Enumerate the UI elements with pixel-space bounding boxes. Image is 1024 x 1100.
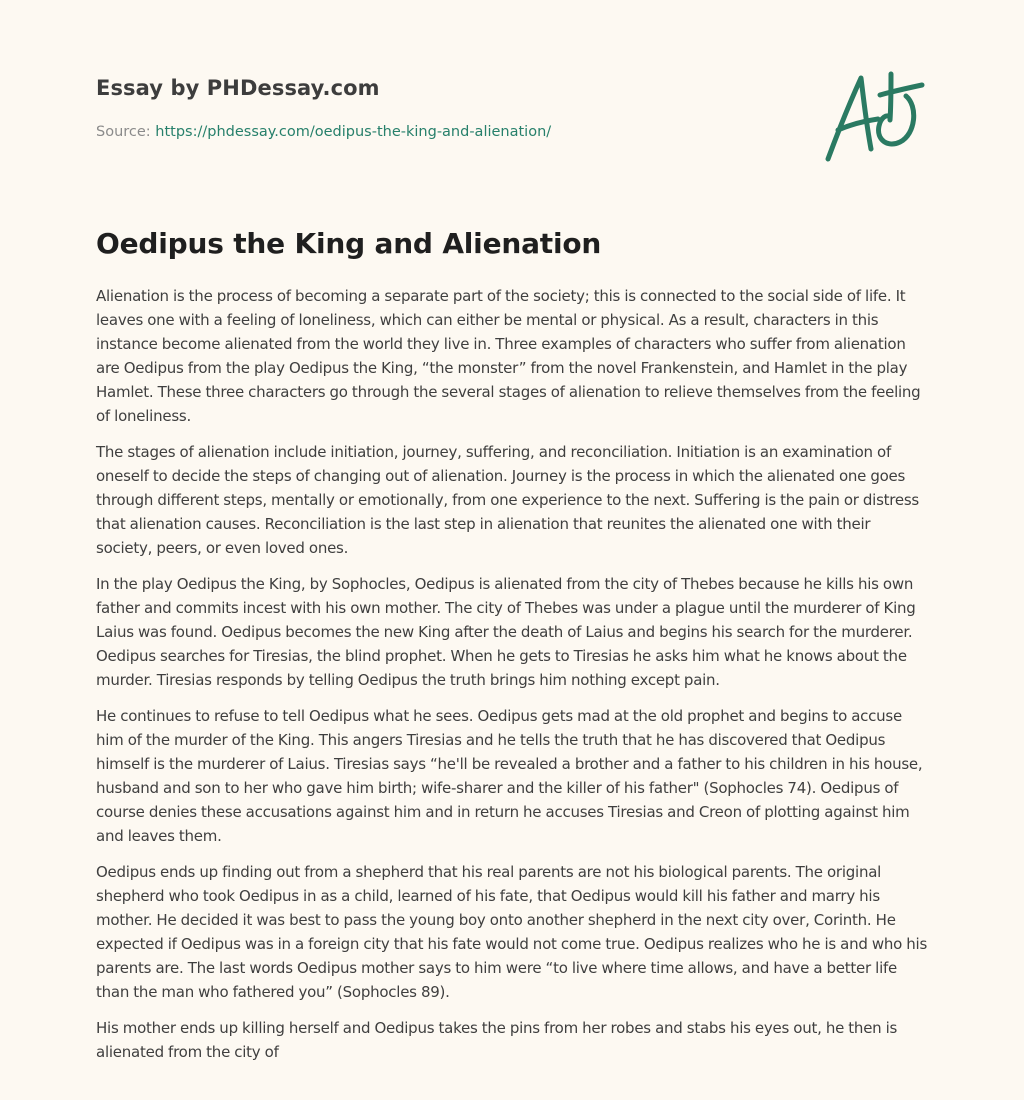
- site-title: Essay by PHDessay.com: [96, 76, 380, 100]
- source-line: [96, 124, 551, 140]
- essay-paragraph: He continues to refuse to tell Oedipus what he sees. Oedipus gets mad at the old prophet and begins to accuse him of the murder of the King. This angers Tiresias and he tells the truth that he has discovered that Oedipus himself is the murderer of Laius. Tiresias says “he'll be revealed a brother and a father to his children in his house, husband and son to her who gave him birth; wife-sharer and the killer of his father" (Sophocles 74). Oedipus of course denies these accusations against him and in return he accuses Tiresias and Creon of plotting against him and leaves them.: [96, 707, 923, 845]
- essay-title: Oedipus the King and Alienation: [96, 227, 602, 260]
- a-plus-logo-icon: [820, 62, 932, 172]
- essay-paragraph: In the play Oedipus the King, by Sophocles, Oedipus is alienated from the city of Thebes because he kills his own father and commits incest with his own mother. The city of Thebes was under a plague until the murderer of King Laius was found. Oedipus becomes the new King after the death of Laius and begins his search for the murderer. Oedipus searches for Tiresias, the blind prophet. When he gets to Tiresias he asks him what he knows about the murder. Tiresias responds by telling Oedipus the truth brings him nothing except pain.: [96, 575, 916, 689]
- essay-paragraph: His mother ends up killing herself and Oedipus takes the pins from her robes and stabs his eyes out, he then is alienated from the city of: [96, 1019, 898, 1061]
- essay-paragraph: Oedipus ends up finding out from a shepherd that his real parents are not his biological parents. The original shepherd who took Oedipus in as a child, learned of his fate, that Oedipus would kill his father and marry his mother. He decided it was best to pass the young boy onto another shepherd in the next city over, Corinth. He expected if Oedipus was in a foreign city that his fate would not come true. Oedipus realizes who he is and who his parents are. The last words Oedipus mother says to him were “to live where time allows, and have a better life than the man who fathered you” (Sophocles 89).: [96, 863, 928, 1001]
- source-link[interactable]: https://phdessay.com/oedipus-the-king-and-alienation/: [155, 124, 552, 140]
- essay-paragraph: The stages of alienation include initiation, journey, suffering, and reconciliation. Initiation is an examination of oneself to decide the steps of changing out of alienation. Journey is the process in which the alienated one goes through different steps, mentally or emotionally, from one experience to the next. Suffering is the pain or distress that alienation causes. Reconciliation is the last step in alienation that reunites the alienated one with their society, peers, or even loved ones.: [96, 443, 919, 557]
- essay-paragraph: Alienation is the process of becoming a separate part of the society; this is connected to the social side of life. It leaves one with a feeling of loneliness, which can either be mental or physical. As a result, characters in this instance become alienated from the world they live in. Three examples of characters who suffer from alienation are Oedipus from the play Oedipus the King, “the monster” from the novel Frankenstein, and Hamlet in the play Hamlet. These three characters go through the several stages of alienation to relieve themselves from the feeling of loneliness.: [96, 287, 921, 425]
- essay-body: [96, 284, 930, 1076]
- source-label: Source:: [96, 124, 151, 140]
